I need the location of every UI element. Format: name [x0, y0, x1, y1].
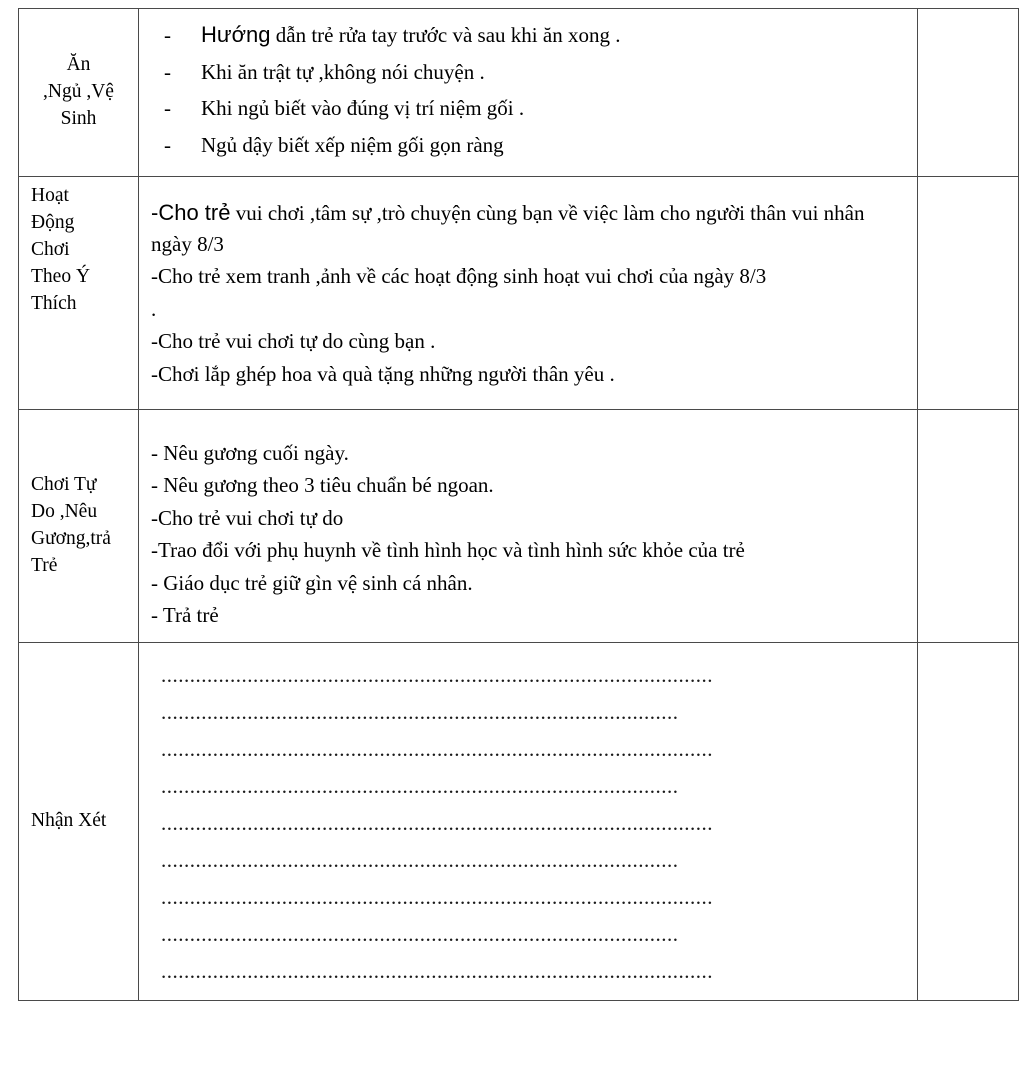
note-area	[918, 73, 1018, 113]
label-line: Hoạt Động Chơi Theo Ý Thích	[31, 185, 91, 314]
row-body-cell-choi-tu-do	[139, 410, 918, 643]
activity-line	[151, 197, 905, 259]
row-note-cell-nhan-xet[interactable]	[918, 643, 1019, 1001]
list-item-text	[201, 19, 905, 51]
list-item	[151, 130, 905, 160]
dotted-line: ..........................................................................................	[161, 850, 679, 872]
row-label-cell-choi-tu-do	[19, 410, 139, 643]
dotted-line: ................................................................................................	[161, 887, 713, 909]
activity-line: -Chơi lắp ghép hoa và quà tặng những người thân yêu .	[151, 361, 615, 386]
nhan-xet-writing-area[interactable]	[139, 643, 917, 1000]
lesson-plan-table	[18, 8, 1019, 1001]
row-label-an-ngu-ve-sinh	[19, 46, 138, 139]
list-item-text: Khi ăn trật tự ,không nói chuyện .	[201, 59, 485, 84]
note-area	[918, 802, 1018, 842]
dotted-line: ................................................................................................	[161, 665, 713, 687]
activity-line: - Trả trẻ	[151, 603, 219, 628]
rest-fragment: dẫn trẻ rửa tay trước và sau khi ăn xong .	[270, 23, 621, 47]
row-body-an-ngu-ve-sinh	[139, 9, 917, 176]
row-body-cell-an-ngu-ve-sinh	[139, 9, 918, 177]
list-item-text: Ngủ dậy biết xếp niệm gối gọn ràng	[201, 132, 504, 157]
row-label-cell-nhan-xet	[19, 643, 139, 1001]
rest-fragment: vui chơi ,tâm sự ,trò chuyện cùng bạn về việc làm cho người thân vui nhân ngày 8/3	[151, 201, 865, 257]
activity-line: .	[151, 296, 157, 321]
activity-line: -Cho trẻ vui chơi tự do cùng bạn .	[151, 329, 436, 354]
table-row	[19, 9, 1019, 177]
activity-dash-list	[151, 19, 905, 160]
dotted-line: ..........................................................................................	[161, 924, 679, 946]
activity-line: -Trao đổi với phụ huynh về tình hình học và tình hình sức khỏe của trẻ	[151, 538, 745, 563]
dash-marker: -	[164, 132, 171, 157]
dotted-line: ................................................................................................	[161, 739, 713, 761]
label-line: Chơi Tự Do ,Nêu Gương,trả Trẻ	[31, 474, 111, 577]
label-line: Ăn ,Ngủ ,Vệ Sinh	[43, 54, 114, 130]
lead-fragment: Hướng	[201, 22, 271, 47]
lead-fragment: -Cho trẻ	[151, 200, 231, 226]
row-label-cell-hoat-dong-choi	[19, 177, 139, 410]
note-area	[918, 273, 1018, 313]
dash-marker: -	[164, 23, 171, 47]
list-item	[151, 93, 905, 123]
row-body-choi-tu-do	[139, 412, 917, 641]
table-row	[19, 643, 1019, 1001]
dash-marker: -	[164, 59, 171, 84]
row-label-choi-tu-do	[19, 466, 138, 586]
row-label-nhan-xet	[19, 802, 138, 841]
dotted-line: ..........................................................................................	[161, 776, 679, 798]
activity-line: -Cho trẻ xem tranh ,ảnh về các hoạt động sinh hoạt vui chơi của ngày 8/3	[151, 264, 767, 289]
row-body-hoat-dong-choi	[139, 187, 917, 399]
row-note-cell-an-ngu-ve-sinh[interactable]	[918, 9, 1019, 177]
list-item	[151, 57, 905, 87]
dotted-line: ................................................................................................	[161, 813, 713, 835]
list-item-text: Khi ngủ biết vào đúng vị trí niệm gối .	[201, 96, 525, 121]
row-note-cell-choi-tu-do[interactable]	[918, 410, 1019, 643]
row-label-cell-an-ngu-ve-sinh	[19, 9, 139, 177]
activity-line: - Giáo dục trẻ giữ gìn vệ sinh cá nhân.	[151, 570, 473, 595]
dotted-line: ................................................................................................	[161, 961, 713, 983]
dotted-line: ..........................................................................................	[161, 702, 679, 724]
activity-line: - Nêu gương cuối ngày.	[151, 440, 349, 465]
row-label-hoat-dong-choi	[19, 177, 138, 324]
activity-line: - Nêu gương theo 3 tiêu chuẩn bé ngoan.	[151, 473, 494, 498]
dash-marker: -	[164, 96, 171, 121]
activity-line: -Cho trẻ vui chơi tự do	[151, 505, 344, 530]
row-body-cell-hoat-dong-choi	[139, 177, 918, 410]
list-item	[151, 19, 905, 51]
table-row	[19, 177, 1019, 410]
row-note-cell-hoat-dong-choi[interactable]	[918, 177, 1019, 410]
row-body-cell-nhan-xet[interactable]	[139, 643, 918, 1001]
label-line: Nhận Xét	[31, 810, 107, 832]
table-row	[19, 410, 1019, 643]
note-area	[918, 506, 1018, 546]
